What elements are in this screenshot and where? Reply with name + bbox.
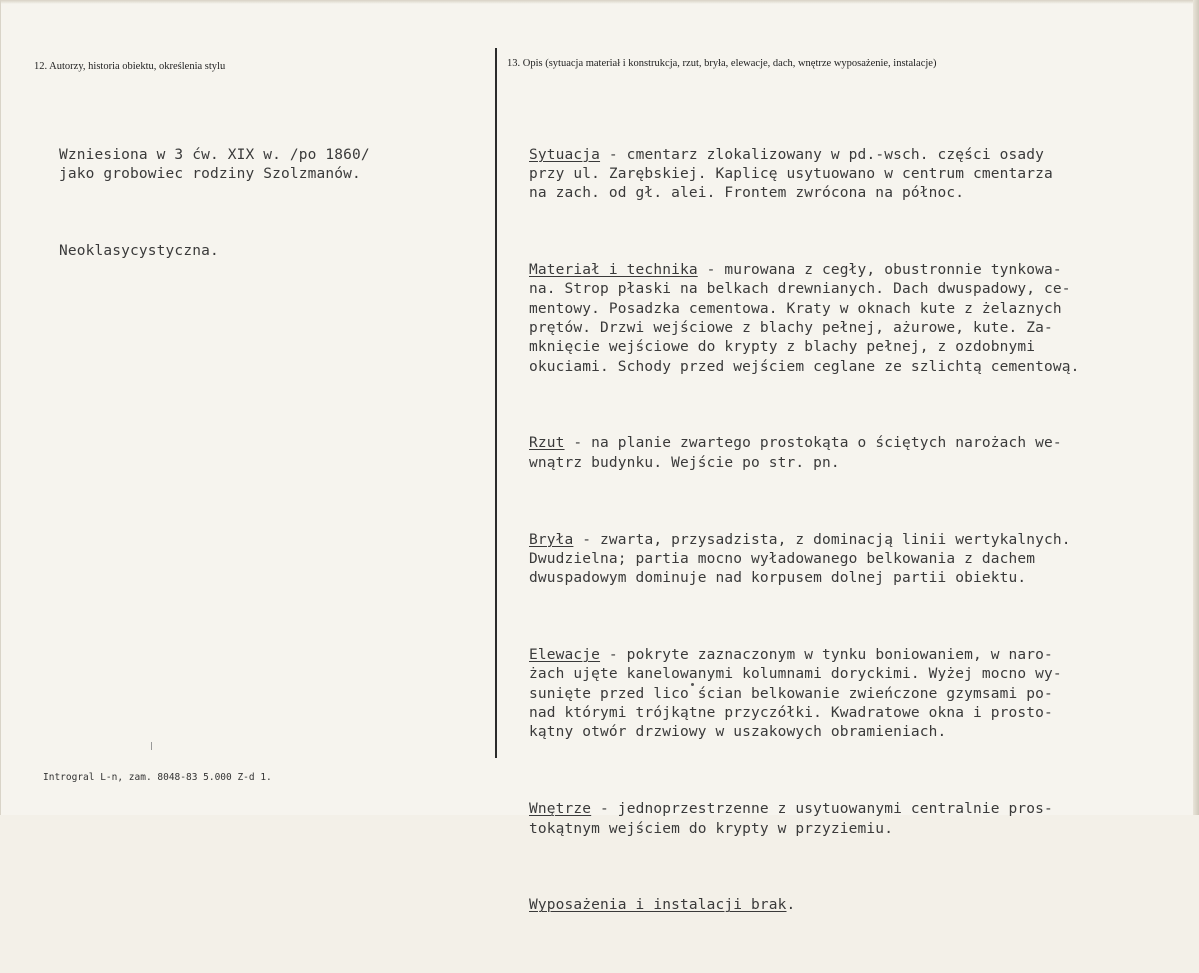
paragraph-text: - na planie zwartego prostokąta o ściętych narożach we- wnątrz budynku. Wejście po str. pn. bbox=[529, 435, 1062, 471]
paragraph-label: Elewacje bbox=[529, 647, 601, 664]
section-12-body bbox=[59, 107, 370, 319]
description-paragraph-mass bbox=[529, 531, 1080, 589]
description-paragraph-interior bbox=[529, 800, 1080, 839]
description-paragraph-plan bbox=[529, 434, 1080, 473]
printer-imprint: Introgral L-n, zam. 8048-83 5.000 Z-d 1. bbox=[43, 772, 272, 783]
paragraph-label: Sytuacja bbox=[529, 146, 601, 163]
section-13-body bbox=[529, 107, 1080, 973]
paragraph-text: - pokryte zaznaczonym w tynku boniowaniem, w naro- żach ujęte kanelowanymi kolumnami doryckimi. Wyżej mocno wy- sunięte przed lico ścian belkowanie zwieńczone gzymsami po- nad którymi trójkątne przyczółki. Kwadratowe okna i prosto- kątny otwór drzwiowy w uszakowych obramieniach. bbox=[529, 647, 1062, 741]
description-paragraph-elevations bbox=[529, 646, 1080, 742]
paragraph-label: Wyposażenia i instalacji brak bbox=[529, 897, 787, 914]
page-right-edge bbox=[1193, 0, 1199, 815]
paragraph-text: - cmentarz zlokalizowany w pd.-wsch. części osady przy ul. Zarębskiej. Kaplicę usytuowano w centrum cmentarza na zach. od gł. alei. Frontem zwrócona na północ. bbox=[529, 146, 1053, 202]
description-paragraph-equipment bbox=[529, 896, 1080, 915]
section-13-header: 13. Opis (sytuacja materiał i konstrukcja, rzut, bryła, elewacje, dach, wnętrze wyposażenie, instalacje) bbox=[507, 58, 937, 69]
description-paragraph-situation bbox=[529, 146, 1080, 204]
description-paragraph-material bbox=[529, 261, 1080, 377]
paragraph-label: Wnętrze bbox=[529, 801, 592, 818]
page-edge-shadow bbox=[1, 0, 1199, 4]
style-paragraph: Neoklasycystyczna. bbox=[59, 242, 219, 259]
history-paragraph: Wzniesiona w 3 ćw. XIX w. /po 1860/ jako grobowiec rodziny Szolzmanów. bbox=[59, 146, 370, 182]
paper-mark bbox=[151, 742, 152, 750]
paragraph-text: - jednoprzestrzenne z usytuowanymi centralnie pros- tokątnym wejściem do krypty w przyziemiu. bbox=[529, 801, 1053, 837]
column-divider bbox=[495, 48, 497, 758]
paragraph-text: - murowana z cegły, obustronnie tynkowa- na. Strop płaski na belkach drewnianych. Dach dwuspadowy, ce- mentowy. Posadzka cementowa. Kraty w oknach kute z żelaznych prętów. Drzwi wejściowe z blachy pełnej, ażurowe, kute. Za- mknięcie wejściowe do krypty z blachy pełnej, z ozdobnymi okuciami. Schody przed wejściem ceglane ze szlichtą cementową. bbox=[529, 262, 1080, 375]
section-12-header: 12. Autorzy, historia obiektu, określenia stylu bbox=[34, 61, 226, 72]
paragraph-label: Bryła bbox=[529, 531, 574, 548]
paragraph-text: . bbox=[786, 897, 796, 914]
paragraph-label: Materiał i technika bbox=[529, 262, 698, 279]
paragraph-text: - zwarta, przysadzista, z dominacją linii wertykalnych. Dwudzielna; partia mocno wyładowanego belkowania z dachem dwuspadowym dominuje nad korpusem dolnej partii obiektu. bbox=[529, 531, 1071, 587]
paragraph-label: Rzut bbox=[529, 435, 565, 452]
